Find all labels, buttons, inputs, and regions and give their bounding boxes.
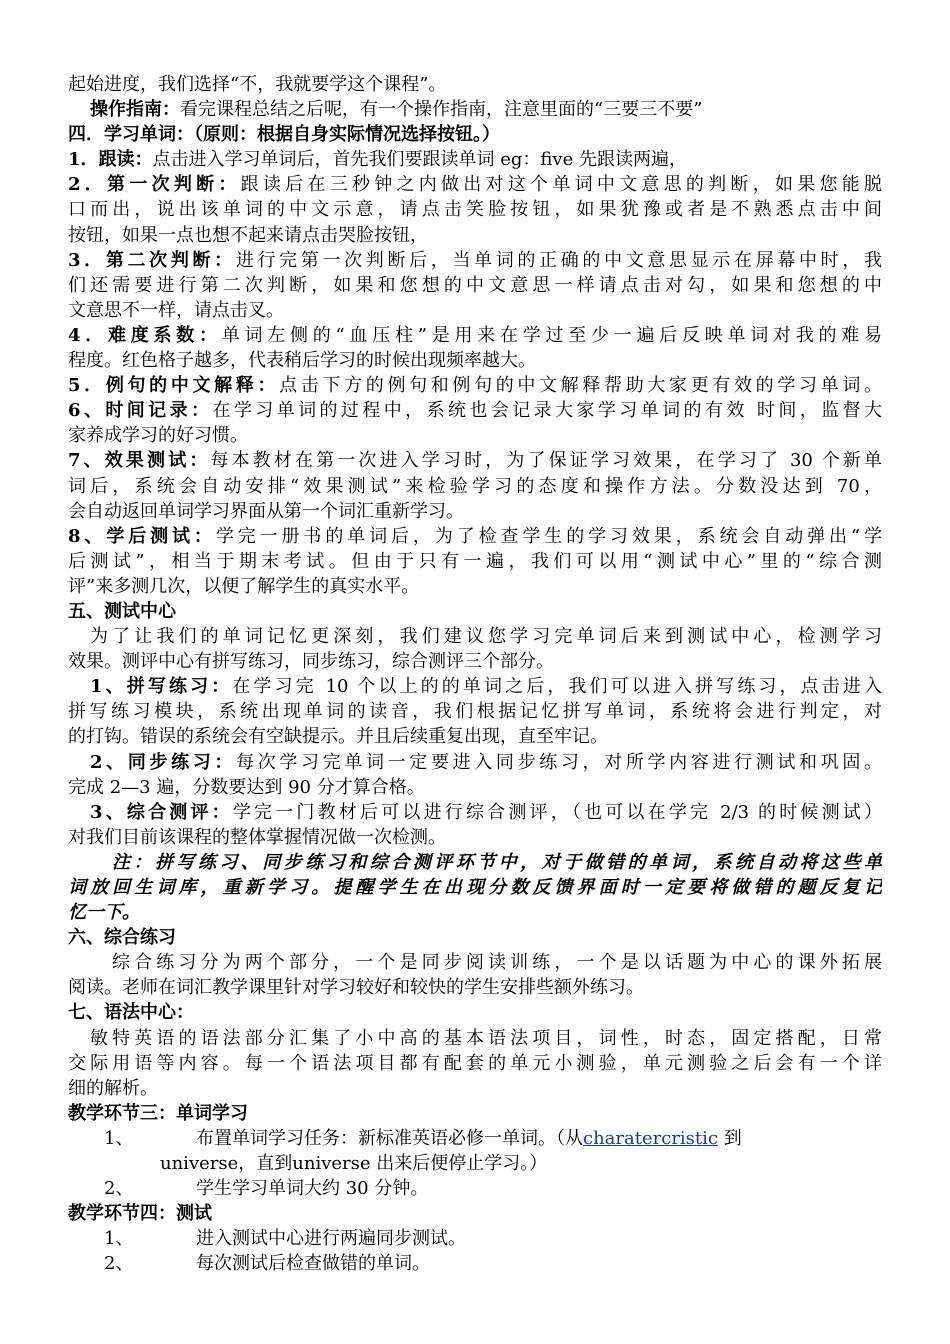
list-item: 1、拼写练习：在学习完 10 个以上的的单词之后，我们可以进入拼写练习，点击进入 bbox=[90, 676, 882, 698]
paragraph-line: 完成 2—3 遍，分数要达到 90 分才算合格。 bbox=[68, 776, 425, 798]
paragraph-line: 阅读。老师在词汇教学课里针对学习较好和较快的学生安排些额外练习。 bbox=[68, 977, 644, 999]
paragraph-line: 敏特英语的语法部分汇集了小中高的基本语法项目，词性，时态，固定搭配，日常 bbox=[90, 1027, 882, 1049]
document-page bbox=[68, 72, 882, 1277]
paragraph-line: 细的解析。 bbox=[68, 1077, 158, 1099]
section-heading: 七、语法中心： bbox=[68, 1002, 194, 1024]
list-item: 1．跟读：点击进入学习单词后，首先我们要跟读单词 eg：five 先跟读两遍， bbox=[68, 149, 687, 171]
list-item: 2．第一次判断：跟读后在三秒钟之内做出对这个单词中文意思的判断，如果您能脱 bbox=[68, 174, 882, 196]
section-heading: 教学环节四：测试 bbox=[68, 1203, 212, 1225]
numbered-item: 1、 进入测试中心进行两遍同步测试。 bbox=[104, 1228, 466, 1250]
paragraph-line: 拼写练习模块，系统出现单词的读音，我们根据记忆拼写单词，系统将会进行判定，对 bbox=[68, 701, 882, 723]
paragraph-line: 综合练习分为两个部分，一个是同步阅读训练，一个是以话题为中心的课外拓展 bbox=[112, 952, 882, 974]
list-item: 8、学后测试：学完一册书的单词后，为了检查学生的学习效果，系统会自动弹出“学 bbox=[68, 525, 882, 547]
section-heading: 五、测试中心 bbox=[68, 600, 176, 622]
paragraph-line: 效果。测评中心有拼写练习，同步练习，综合测评三个部分。 bbox=[68, 651, 554, 673]
list-item: 6、时间记录：在学习单词的过程中，系统也会记录大家学习单词的有效 时间，监督大 bbox=[68, 400, 882, 422]
section-heading: 四．学习单词：（原则：根据自身实际情况选择按钮。） bbox=[68, 124, 500, 146]
paragraph-line: 词后，系统会自动安排“效果测试”来检验学习的态度和操作方法。分数没达到 70， bbox=[68, 475, 882, 497]
paragraph-line: 文意思不一样，请点击叉。 bbox=[68, 299, 284, 321]
list-item: 5．例句的中文解释：点击下方的例句和例句的中文解释帮助大家更有效的学习单词。 bbox=[68, 375, 882, 397]
paragraph-line: 们还需要进行第二次判断，如果和您想的中文意思一样请点击对勾，如果和您想的中 bbox=[68, 274, 882, 296]
numbered-item: 1、 布置单词学习任务：新标准英语必修一单词。（从charatercristic 到 bbox=[104, 1127, 742, 1149]
numbered-item: 2、 学生学习单词大约 30 分钟。 bbox=[104, 1178, 429, 1200]
paragraph-line: 家养成学习的好习惯。 bbox=[68, 425, 248, 447]
numbered-item-continuation: universe，直到universe 出来后便停止学习。） bbox=[160, 1153, 548, 1175]
numbered-item: 2、 每次测试后检查做错的单词。 bbox=[104, 1253, 430, 1275]
list-item: 2、同步练习：每次学习完单词一定要进入同步练习，对所学内容进行测试和巩固。 bbox=[90, 751, 882, 773]
paragraph-line: 为了让我们的单词记忆更深刻，我们建议您学习完单词后来到测试中心，检测学习 bbox=[90, 626, 882, 648]
list-item: 3、综合测评：学完一门教材后可以进行综合测评，（也可以在学完 2/3 的时候测试） bbox=[90, 801, 882, 823]
paragraph-line: 程度。红色格子越多，代表稍后学习的时候出现频率越大。 bbox=[68, 350, 536, 372]
list-item: 4．难度系数：单词左侧的“血压柱”是用来在学过至少一遍后反映单词对我的难易 bbox=[68, 324, 882, 346]
paragraph-line: 起始进度，我们选择“不，我就要学这个课程”。 bbox=[68, 74, 447, 95]
paragraph-line: 交际用语等内容。每一个语法项目都有配套的单元小测验，单元测验之后会有一个详 bbox=[68, 1052, 882, 1074]
paragraph-line: 对我们目前该课程的整体掌握情况做一次检测。 bbox=[68, 826, 446, 848]
note-line: 词放回生词库，重新学习。提醒学生在出现分数反馈界面时一定要将做错的题反复记 bbox=[68, 877, 882, 898]
paragraph-line: 口而出，说出该单词的中文示意，请点击笑脸按钮，如果犹豫或者是不熟悉点击中间 bbox=[68, 199, 882, 221]
list-item: 3．第二次判断：进行完第一次判断后，当单词的正确的中文意思显示在屏幕中时，我 bbox=[68, 249, 882, 271]
paragraph-line: 的打钩。错误的系统会有空缺提示。并且后续重复出现，直至牢记。 bbox=[68, 726, 608, 748]
paragraph-line: 后测试”，相当于期末考试。但由于只有一遍，我们可以用“测试中心”里的“综合测 bbox=[68, 550, 882, 572]
paragraph-line: 会自动返回单词学习界面从第一个词汇重新学习。 bbox=[68, 500, 464, 522]
note-line: 忆一下。 bbox=[68, 902, 140, 924]
paragraph-line: 按钮，如果一点也想不起来请点击哭脸按钮， bbox=[68, 224, 428, 246]
paragraph-line: 评”来多测几次，以便了解学生的真实水平。 bbox=[68, 575, 420, 597]
charatercristic-link[interactable]: charatercristic bbox=[583, 1127, 718, 1149]
section-heading: 六、综合练习 bbox=[68, 927, 176, 949]
list-item: 7、效果测试：每本教材在第一次进入学习时，为了保证学习效果，在学习了 30 个新单 bbox=[68, 450, 882, 472]
operation-guide-line: 操作指南：看完课程总结之后呢，有一个操作指南，注意里面的“三要三不要” bbox=[90, 99, 703, 121]
note-line: 注：拼写练习、同步练习和综合测评环节中，对于做错的单词，系统自动将这些单 bbox=[112, 851, 882, 873]
section-heading: 教学环节三：单词学习 bbox=[68, 1102, 248, 1124]
